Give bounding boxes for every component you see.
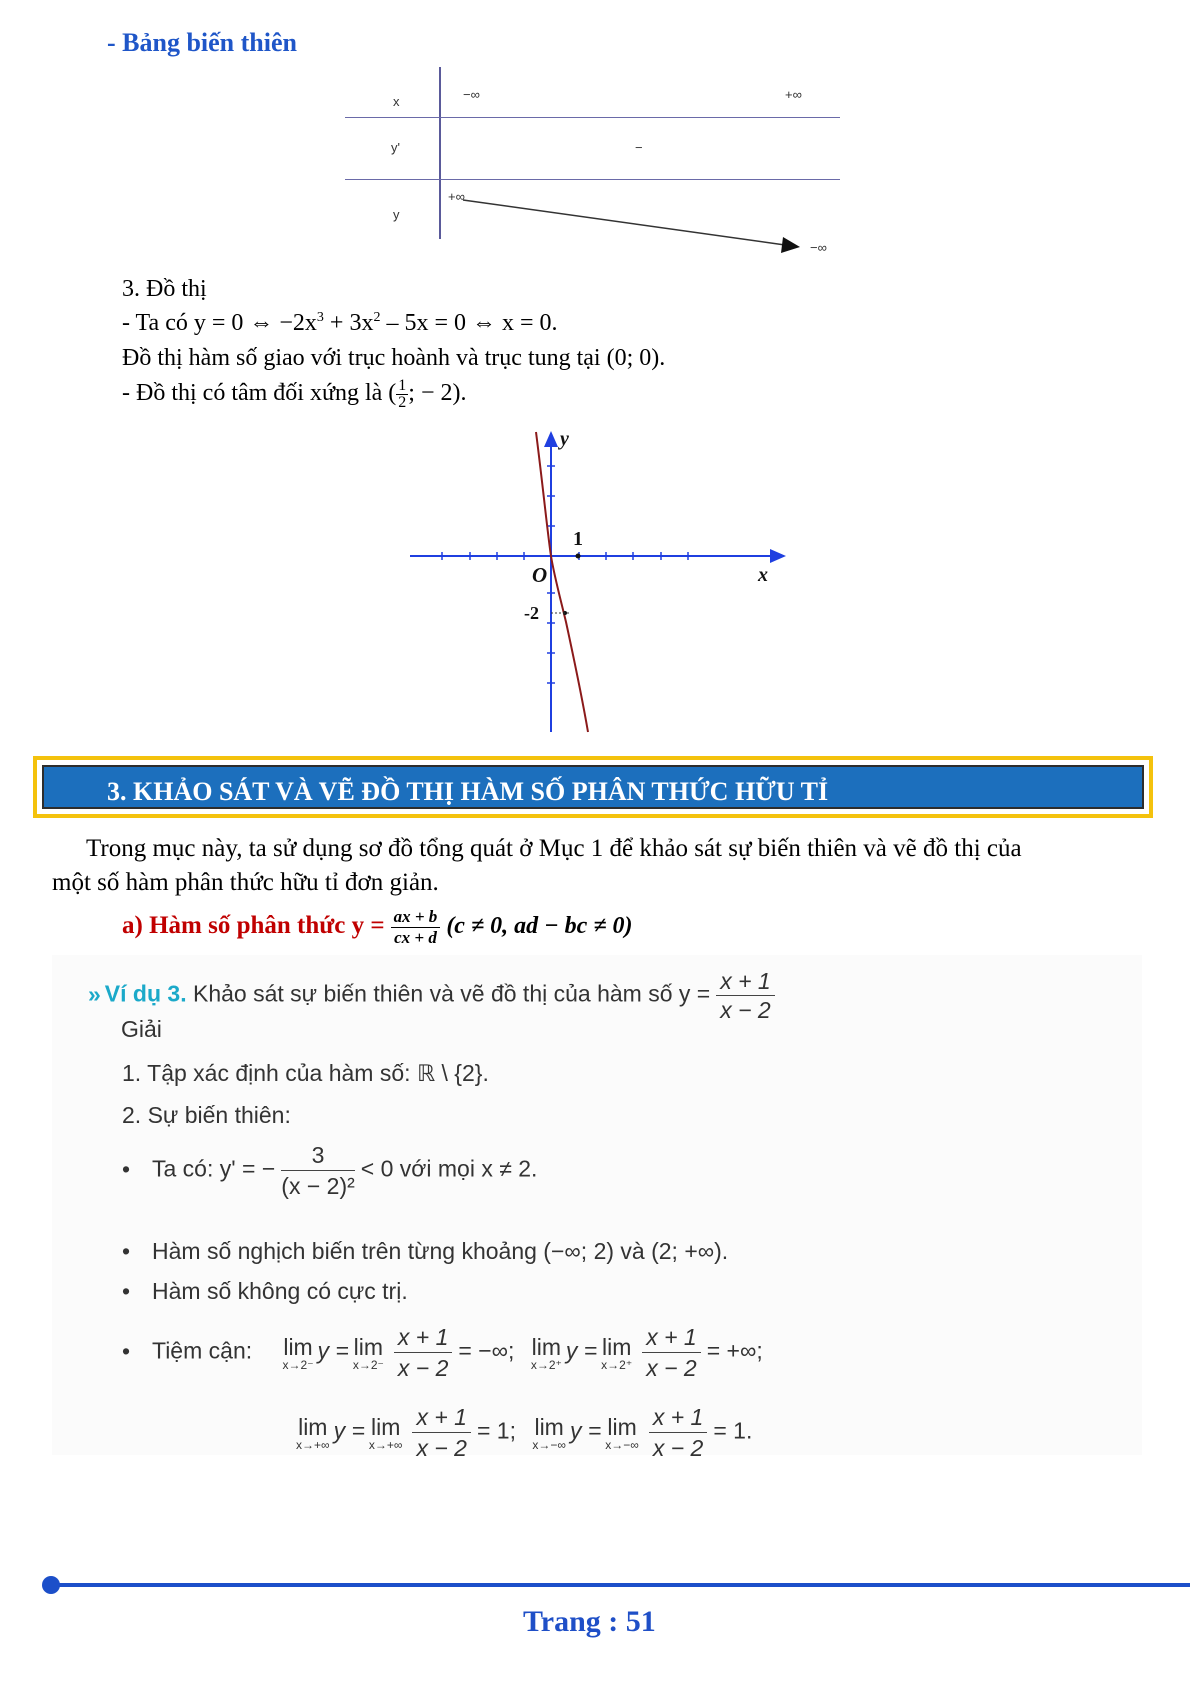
limit-fraction: [649, 1402, 708, 1463]
equation-part-c: – 5x = 0 ⇔ x = 0.: [380, 310, 558, 336]
lim-subscript: x→−∞: [532, 1437, 566, 1452]
derivative-numerator: 3: [281, 1140, 354, 1171]
derivative-denominator: (x − 2)²: [281, 1173, 355, 1199]
cubic-graph: [400, 427, 790, 737]
limit-operator: [296, 1415, 330, 1451]
bullet-icon: •: [122, 1337, 131, 1364]
limit-operator: [532, 1415, 566, 1451]
limit-result: = 1;: [476, 1417, 516, 1444]
x-axis-arrow: [770, 549, 786, 563]
limit-fraction: [642, 1322, 701, 1383]
equation-part-a: - Ta có y = 0 ⇔ −2x: [122, 310, 317, 336]
example-fraction-numerator: x + 1: [716, 967, 775, 996]
bullet-no-extrema: [122, 1278, 408, 1305]
limit-operator: [531, 1335, 562, 1371]
lim-y: y =: [333, 1417, 365, 1444]
x-left-value: −∞: [463, 87, 480, 102]
limit-denominator: x − 2: [397, 1355, 449, 1381]
derivative-text-b: < 0 với mọi x ≠ 2.: [360, 1155, 538, 1182]
lim-word: lim: [298, 1413, 328, 1440]
exponent-2: 2: [373, 310, 381, 325]
lim-subscript: x→+∞: [296, 1437, 330, 1452]
limit-result: = +∞;: [706, 1337, 763, 1364]
limit-numerator: x + 1: [642, 1322, 701, 1353]
row-label-x: x: [393, 94, 400, 109]
lim-subscript: x→−∞: [605, 1437, 639, 1452]
x-right-value: +∞: [785, 87, 802, 102]
symmetry-part-a: - Đồ thị có tâm đối xứng là (: [122, 380, 397, 407]
symmetry-center-line: [122, 378, 467, 411]
example-title: [88, 967, 781, 1024]
equation-part-b: + 3x: [323, 310, 374, 336]
step-1: 1. Tập xác định của hàm số: ℝ \ {2}.: [122, 1060, 489, 1086]
lim-subscript: x→2⁻: [282, 1357, 314, 1372]
half-fraction: [396, 378, 408, 411]
lim-word: lim: [531, 1333, 562, 1360]
lim-subscript: x→2⁻: [352, 1357, 384, 1372]
x-axis-label: x: [758, 564, 768, 586]
lim-word: lim: [353, 1333, 384, 1360]
y-axis-arrow: [544, 431, 558, 447]
limit-operator: [283, 1335, 314, 1371]
bullet-icon: •: [122, 1238, 131, 1264]
y-axis-label: y: [560, 428, 569, 450]
footer-rule: [48, 1583, 1190, 1587]
limit-denominator: x − 2: [416, 1435, 467, 1461]
lim-y: y =: [565, 1337, 598, 1364]
footer-bullet-dot: [42, 1576, 60, 1594]
limit-operator: [605, 1415, 639, 1451]
lim-subscript: x→2⁺: [601, 1357, 633, 1372]
lim-y: y =: [317, 1337, 349, 1364]
limit-result: = 1.: [713, 1417, 753, 1444]
section-banner: [33, 756, 1153, 818]
graph-section-title: 3. Đồ thị: [122, 276, 207, 302]
derivative-text-a: Ta có: y' = −: [152, 1155, 276, 1182]
limit-numerator: x + 1: [412, 1402, 471, 1433]
lim-word: lim: [607, 1413, 637, 1440]
limit-fraction: [394, 1322, 453, 1383]
limit-operator: [601, 1335, 632, 1371]
limit-denominator: x − 2: [646, 1355, 697, 1381]
bullet-decreasing: [122, 1238, 728, 1265]
step-2: 2. Sự biến thiên:: [122, 1102, 291, 1128]
subheading-rational-function: [122, 907, 633, 948]
row-label-yprime: y': [391, 140, 400, 155]
subheading-condition: (c ≠ 0, ad − bc ≠ 0): [446, 913, 633, 940]
bullet-derivative: [122, 1140, 537, 1201]
no-extrema-text: Hàm số không có cực trị.: [152, 1278, 408, 1304]
solution-label: Giải: [121, 1016, 162, 1042]
lim-y: y =: [569, 1417, 602, 1444]
origin-label: O: [532, 563, 548, 587]
bullet-icon: •: [122, 1155, 131, 1182]
subheading-label: a) Hàm số phân thức y =: [122, 912, 385, 940]
lim-subscript: x→+∞: [368, 1437, 403, 1452]
subheading-fraction-denominator: cx + d: [394, 928, 437, 947]
bullet-icon: •: [122, 1278, 131, 1304]
double-chevron-icon: »: [88, 980, 101, 1007]
y-start-value: +∞: [448, 189, 465, 204]
exponent-3: 3: [316, 310, 324, 325]
asymptote-label: Tiệm cận:: [152, 1337, 253, 1364]
graph-equation-line: [122, 310, 558, 337]
example-fraction: [716, 967, 775, 1024]
page-number: Trang : 51: [523, 1605, 656, 1638]
lim-word: lim: [534, 1413, 564, 1440]
lim-word: lim: [601, 1333, 632, 1360]
fraction-numerator: 1: [398, 377, 407, 394]
limit-fraction: [412, 1402, 471, 1463]
decreasing-arrow: [345, 67, 845, 257]
decreasing-text: Hàm số nghịch biến trên từng khoảng (−∞; 2) và (2; +∞).: [152, 1238, 729, 1264]
limit-result: = −∞;: [458, 1337, 515, 1364]
graph-intersection-line: Đồ thị hàm số giao với trục hoành và trục tung tại (0; 0).: [122, 345, 666, 371]
point-x1: [576, 554, 581, 559]
table-heading: - Bảng biến thiên: [107, 28, 297, 57]
intro-line-2: một số hàm phân thức hữu tỉ đơn giản.: [52, 869, 439, 896]
example-label: Ví dụ 3.: [104, 980, 187, 1007]
limit-operator: [369, 1415, 403, 1451]
limit-operator: [353, 1335, 384, 1371]
tick-label-1: 1: [573, 528, 583, 550]
y-end-value: −∞: [810, 240, 827, 255]
subheading-fraction: [391, 907, 441, 948]
limit-denominator: x − 2: [652, 1435, 704, 1461]
derivative-fraction: [281, 1140, 354, 1201]
limit-numerator: x + 1: [394, 1322, 453, 1353]
symmetry-part-b: ; − 2).: [408, 380, 467, 407]
intro-line-1: Trong mục này, ta sử dụng sơ đồ tổng quát ở Mục 1 để khảo sát sự biến thiên và vẽ đồ thị của: [86, 835, 1022, 862]
bullet-asymptotes-row2: [292, 1402, 752, 1463]
section-banner-title: 3. KHẢO SÁT VÀ VẼ ĐỒ THỊ HÀM SỐ PHÂN THỨC HỮU TỈ: [107, 777, 829, 806]
derivative-sign: −: [635, 140, 643, 155]
tick-label-neg2: -2: [524, 603, 539, 623]
section-banner-fill: [42, 765, 1144, 809]
row-label-y: y: [393, 207, 400, 222]
lim-subscript: x→2⁺: [530, 1357, 562, 1372]
lim-word: lim: [370, 1413, 401, 1440]
fraction-denominator: 2: [398, 394, 407, 411]
lim-word: lim: [283, 1333, 313, 1360]
bullet-asymptotes-row1: [122, 1322, 763, 1383]
variation-table: [345, 67, 845, 255]
example-fraction-denominator: x − 2: [720, 997, 771, 1023]
subheading-fraction-numerator: ax + b: [391, 907, 441, 928]
limit-numerator: x + 1: [649, 1402, 708, 1433]
example-text: Khảo sát sự biến thiên và vẽ đồ thị của hàm số y =: [192, 980, 711, 1007]
